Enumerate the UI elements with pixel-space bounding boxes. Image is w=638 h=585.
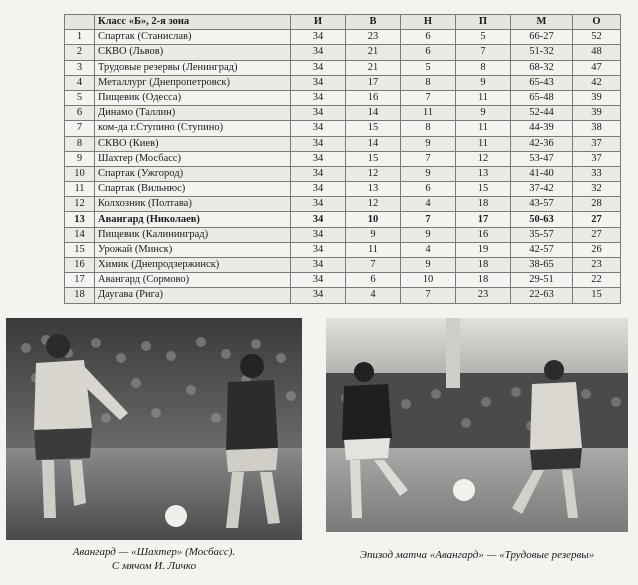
- cell-wins: 16: [346, 90, 401, 105]
- photo-caption-left: [6, 545, 302, 573]
- cell-wins: 21: [346, 60, 401, 75]
- cell-points: 37: [573, 136, 621, 151]
- cell-losses: 18: [456, 258, 511, 273]
- cell-losses: 15: [456, 182, 511, 197]
- cell-pos: 17: [65, 273, 95, 288]
- cell-team: Спартак (Вильнюс): [95, 182, 291, 197]
- cell-games: 34: [291, 121, 346, 136]
- cell-wins: 14: [346, 136, 401, 151]
- cell-losses: 19: [456, 242, 511, 257]
- cell-wins: 7: [346, 258, 401, 273]
- cell-losses: 9: [456, 106, 511, 121]
- cell-goals: 44-39: [511, 121, 573, 136]
- cell-points: 39: [573, 90, 621, 105]
- header-losses: П: [456, 15, 511, 30]
- cell-goals: 38-65: [511, 258, 573, 273]
- photo-illustration: [326, 318, 628, 532]
- cell-wins: 15: [346, 121, 401, 136]
- cell-goals: 53-47: [511, 151, 573, 166]
- cell-team: Трудовые резервы (Ленинград): [95, 60, 291, 75]
- table-row: [65, 121, 621, 136]
- cell-points: 28: [573, 197, 621, 212]
- cell-goals: 37-42: [511, 182, 573, 197]
- cell-pos: 3: [65, 60, 95, 75]
- cell-losses: 9: [456, 75, 511, 90]
- cell-games: 34: [291, 288, 346, 303]
- table-row: [65, 212, 621, 227]
- table-row: [65, 227, 621, 242]
- header-games: И: [291, 15, 346, 30]
- cell-team: Спартак (Станислав): [95, 30, 291, 45]
- table-row: [65, 106, 621, 121]
- cell-pos: 4: [65, 75, 95, 90]
- cell-losses: 23: [456, 288, 511, 303]
- cell-games: 34: [291, 151, 346, 166]
- cell-draws: 7: [401, 288, 456, 303]
- cell-losses: 17: [456, 212, 511, 227]
- cell-points: 27: [573, 212, 621, 227]
- cell-games: 34: [291, 106, 346, 121]
- cell-points: 42: [573, 75, 621, 90]
- cell-draws: 6: [401, 45, 456, 60]
- cell-goals: 43-57: [511, 197, 573, 212]
- cell-draws: 9: [401, 136, 456, 151]
- cell-draws: 9: [401, 166, 456, 181]
- cell-pos: 9: [65, 151, 95, 166]
- cell-wins: 17: [346, 75, 401, 90]
- cell-points: 47: [573, 60, 621, 75]
- table-row: [65, 45, 621, 60]
- cell-draws: 11: [401, 106, 456, 121]
- cell-wins: 21: [346, 45, 401, 60]
- cell-losses: 16: [456, 227, 511, 242]
- table-row: [65, 90, 621, 105]
- cell-pos: 1: [65, 30, 95, 45]
- cell-pos: 16: [65, 258, 95, 273]
- cell-draws: 7: [401, 90, 456, 105]
- table-row: [65, 60, 621, 75]
- header-position: [65, 15, 95, 30]
- cell-team: Динамо (Таллин): [95, 106, 291, 121]
- cell-team: Даугава (Рига): [95, 288, 291, 303]
- cell-pos: 12: [65, 197, 95, 212]
- cell-losses: 8: [456, 60, 511, 75]
- cell-points: 33: [573, 166, 621, 181]
- cell-team: Авангард (Сормово): [95, 273, 291, 288]
- table-row: [65, 273, 621, 288]
- cell-wins: 15: [346, 151, 401, 166]
- cell-pos: 15: [65, 242, 95, 257]
- cell-points: 52: [573, 30, 621, 45]
- cell-losses: 18: [456, 197, 511, 212]
- cell-draws: 10: [401, 273, 456, 288]
- standings-table: [64, 14, 621, 304]
- ball-icon: [165, 505, 187, 527]
- table-row: [65, 258, 621, 273]
- photo-caption-right: Эпизод матча «Авангард» — «Трудовые резервы»: [359, 549, 595, 561]
- cell-team: Шахтер (Мосбасс): [95, 151, 291, 166]
- cell-points: 32: [573, 182, 621, 197]
- cell-points: 15: [573, 288, 621, 303]
- cell-draws: 8: [401, 75, 456, 90]
- cell-team: Урожай (Минск): [95, 242, 291, 257]
- cell-goals: 65-43: [511, 75, 573, 90]
- cell-losses: 12: [456, 151, 511, 166]
- cell-draws: 7: [401, 212, 456, 227]
- cell-draws: 8: [401, 121, 456, 136]
- cell-points: 26: [573, 242, 621, 257]
- table-row: [65, 182, 621, 197]
- cell-goals: 68-32: [511, 60, 573, 75]
- table-row: [65, 288, 621, 303]
- cell-losses: 7: [456, 45, 511, 60]
- cell-goals: 41-40: [511, 166, 573, 181]
- cell-points: 22: [573, 273, 621, 288]
- cell-goals: 52-44: [511, 106, 573, 121]
- cell-team: Спартак (Ужгород): [95, 166, 291, 181]
- cell-team: СКВО (Киев): [95, 136, 291, 151]
- cell-games: 34: [291, 166, 346, 181]
- match-photo-avangard-shakhter: [6, 318, 302, 540]
- cell-games: 34: [291, 242, 346, 257]
- table-row: [65, 166, 621, 181]
- cell-pos: 8: [65, 136, 95, 151]
- cell-games: 34: [291, 258, 346, 273]
- cell-wins: 13: [346, 182, 401, 197]
- cell-goals: 22-63: [511, 288, 573, 303]
- cell-pos: 5: [65, 90, 95, 105]
- cell-games: 34: [291, 90, 346, 105]
- header-draws: Н: [401, 15, 456, 30]
- cell-losses: 13: [456, 166, 511, 181]
- header-team: Класс «Б», 2-я зона: [95, 15, 291, 30]
- cell-games: 34: [291, 273, 346, 288]
- cell-games: 34: [291, 136, 346, 151]
- cell-points: 23: [573, 258, 621, 273]
- cell-goals: 35-57: [511, 227, 573, 242]
- cell-points: 37: [573, 151, 621, 166]
- table-row: [65, 30, 621, 45]
- cell-draws: 7: [401, 151, 456, 166]
- cell-losses: 5: [456, 30, 511, 45]
- cell-pos: 13: [65, 212, 95, 227]
- cell-points: 48: [573, 45, 621, 60]
- table-row: [65, 242, 621, 257]
- cell-pos: 14: [65, 227, 95, 242]
- cell-team: Пищевик (Одесса): [95, 90, 291, 105]
- cell-draws: 4: [401, 242, 456, 257]
- cell-team: Авангард (Николаев): [95, 212, 291, 227]
- cell-losses: 18: [456, 273, 511, 288]
- cell-games: 34: [291, 212, 346, 227]
- cell-team: Пищевик (Калининград): [95, 227, 291, 242]
- cell-goals: 66-27: [511, 30, 573, 45]
- cell-team: ком-да г.Ступино (Ступино): [95, 121, 291, 136]
- cell-losses: 11: [456, 136, 511, 151]
- cell-games: 34: [291, 45, 346, 60]
- cell-goals: 29-51: [511, 273, 573, 288]
- cell-games: 34: [291, 75, 346, 90]
- table-row: [65, 197, 621, 212]
- table-row: [65, 136, 621, 151]
- match-photo-avangard-trudovye: [326, 318, 628, 532]
- cell-wins: 12: [346, 166, 401, 181]
- header-goals: М: [511, 15, 573, 30]
- cell-draws: 6: [401, 182, 456, 197]
- cell-pos: 10: [65, 166, 95, 181]
- cell-wins: 6: [346, 273, 401, 288]
- cell-losses: 11: [456, 121, 511, 136]
- cell-games: 34: [291, 197, 346, 212]
- cell-goals: 42-57: [511, 242, 573, 257]
- cell-losses: 11: [456, 90, 511, 105]
- cell-points: 39: [573, 106, 621, 121]
- table-body: [65, 30, 621, 303]
- table-header-row: [65, 15, 621, 30]
- cell-games: 34: [291, 60, 346, 75]
- cell-wins: 4: [346, 288, 401, 303]
- cell-games: 34: [291, 182, 346, 197]
- cell-draws: 9: [401, 227, 456, 242]
- caption-left-line1: Авангард — «Шахтер» (Мосбасс).: [72, 546, 236, 558]
- cell-team: СКВО (Львов): [95, 45, 291, 60]
- cell-wins: 14: [346, 106, 401, 121]
- cell-draws: 6: [401, 30, 456, 45]
- photo-illustration: [6, 318, 302, 540]
- header-points: О: [573, 15, 621, 30]
- cell-goals: 65-48: [511, 90, 573, 105]
- cell-pos: 6: [65, 106, 95, 121]
- cell-wins: 10: [346, 212, 401, 227]
- header-wins: В: [346, 15, 401, 30]
- cell-goals: 50-63: [511, 212, 573, 227]
- cell-points: 27: [573, 227, 621, 242]
- cell-draws: 9: [401, 258, 456, 273]
- cell-goals: 51-32: [511, 45, 573, 60]
- cell-team: Металлург (Днепропетровск): [95, 75, 291, 90]
- cell-wins: 9: [346, 227, 401, 242]
- cell-pos: 18: [65, 288, 95, 303]
- cell-wins: 23: [346, 30, 401, 45]
- table-row: [65, 75, 621, 90]
- cell-team: Колхозник (Полтава): [95, 197, 291, 212]
- cell-goals: 42-36: [511, 136, 573, 151]
- cell-wins: 11: [346, 242, 401, 257]
- standings-table-wrapper: [64, 14, 620, 304]
- cell-games: 34: [291, 30, 346, 45]
- caption-left-line2: С мячом И. Личко: [111, 560, 197, 572]
- ball-icon: [453, 479, 475, 501]
- cell-pos: 11: [65, 182, 95, 197]
- cell-draws: 5: [401, 60, 456, 75]
- cell-team: Химик (Днепродзержинск): [95, 258, 291, 273]
- cell-pos: 2: [65, 45, 95, 60]
- cell-wins: 12: [346, 197, 401, 212]
- cell-games: 34: [291, 227, 346, 242]
- cell-draws: 4: [401, 197, 456, 212]
- cell-pos: 7: [65, 121, 95, 136]
- cell-points: 38: [573, 121, 621, 136]
- table-row: [65, 151, 621, 166]
